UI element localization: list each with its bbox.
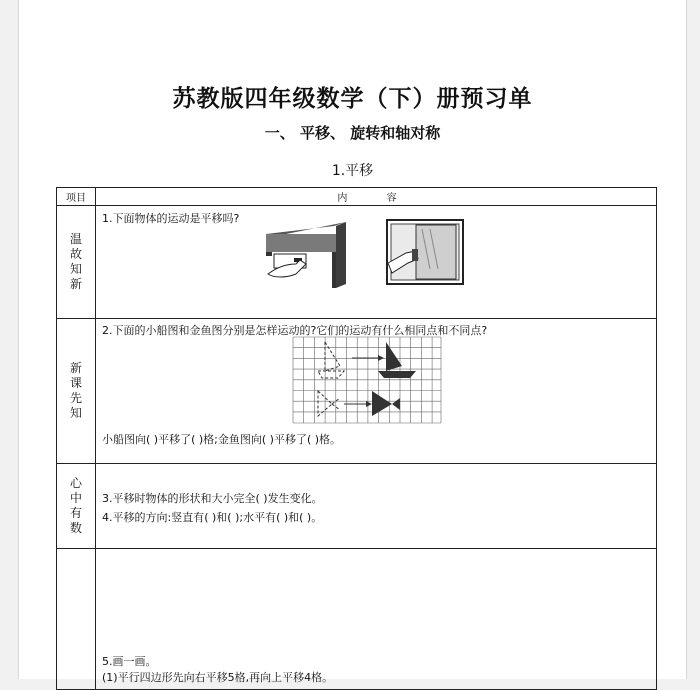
page-title: 苏教版四年级数学（下）册预习单	[172, 85, 533, 112]
table-row	[57, 206, 657, 319]
page-subtitle: 一、 平移、 旋转和轴对称	[264, 124, 441, 142]
table-row	[57, 319, 657, 464]
drawer-icon	[266, 222, 348, 300]
question-3: 3.平移时物体的形状和大小完全( )发生变化。	[102, 492, 323, 505]
question-5-1: (1)平行四边形先向右平移5格,再向上平移4格。	[102, 671, 334, 684]
window-icon	[386, 219, 464, 285]
preview-table	[56, 187, 657, 690]
fill-blank-boat-fish: 小船图向( )平移了( )格;金鱼图向( )平移了( )格。	[102, 433, 342, 446]
section-heading: 1.平移	[331, 163, 374, 179]
row-label: 心中有数	[57, 464, 96, 549]
table-row	[57, 549, 657, 690]
table-header-row	[57, 188, 657, 206]
row-label	[57, 549, 96, 690]
question-5: 5.画一画。	[102, 655, 157, 668]
question-1: 1.下面物体的运动是平移吗?	[102, 212, 240, 225]
row-content	[96, 549, 657, 690]
question-4: 4.平移的方向:竖直有( )和( );水平有( )和( )。	[102, 511, 323, 524]
row-label: 温故知新	[57, 206, 96, 319]
header-content: 内 容	[96, 188, 657, 206]
header-item: 项目	[57, 188, 96, 206]
row-label: 新课先知	[57, 319, 96, 464]
question-2: 2.下面的小船图和金鱼图分别是怎样运动的?它们的运动有什么相同点和不同点?	[102, 324, 488, 337]
row-content	[96, 206, 657, 319]
row-content	[96, 464, 657, 549]
table-row	[57, 464, 657, 549]
grid-figure	[292, 336, 442, 424]
row-content	[96, 319, 657, 464]
